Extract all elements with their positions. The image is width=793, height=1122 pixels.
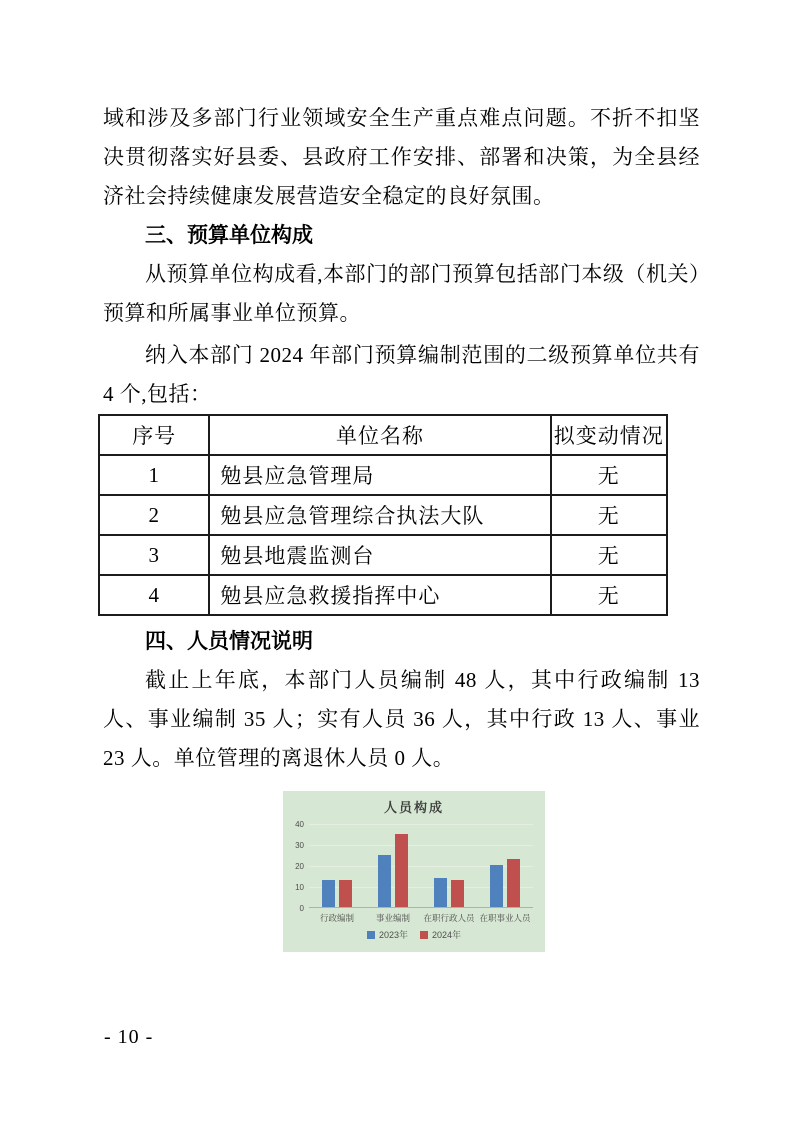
gridline bbox=[309, 845, 533, 846]
section4-paragraph-1: 截止上年底，本部门人员编制 48 人，其中行政编制 13 人、事业编制 35 人；实有人员 36 人，其中行政 13 人、事业 23 人。单位管理的离退休人员 0 人。 bbox=[103, 668, 700, 770]
legend-item-0 bbox=[367, 928, 408, 941]
cell-unit-name: 勉县应急管理局 bbox=[209, 455, 550, 495]
cell-seq: 2 bbox=[99, 495, 209, 535]
cell-unit-name: 勉县地震监测台 bbox=[209, 535, 550, 575]
y-tick-label: 0 bbox=[299, 904, 304, 913]
table-row bbox=[99, 455, 667, 495]
x-category-label: 在职行政人员 bbox=[423, 913, 475, 923]
x-category-label: 事业编制 bbox=[375, 913, 410, 923]
bar-s1-c3 bbox=[507, 859, 520, 907]
header-unit-name: 单位名称 bbox=[209, 415, 550, 455]
budget-units-table bbox=[98, 414, 668, 616]
page-number: - 10 - bbox=[104, 1026, 154, 1048]
gridline bbox=[309, 824, 533, 825]
intro-paragraph: 域和涉及多部门行业领域安全生产重点难点问题。不折不扣坚决贯彻落实好县委、县政府工作安排、部署和决策，为全县经济社会持续健康发展营造安全稳定的良好氛围。 bbox=[103, 106, 700, 208]
table-row bbox=[99, 575, 667, 615]
y-tick-label: 20 bbox=[295, 862, 304, 871]
cell-seq: 3 bbox=[99, 535, 209, 575]
bar-s0-c2 bbox=[434, 878, 447, 907]
cell-seq: 1 bbox=[99, 455, 209, 495]
chart-legend bbox=[283, 928, 545, 941]
cell-unit-name: 勉县应急管理综合执法大队 bbox=[209, 495, 550, 535]
cell-change: 无 bbox=[551, 455, 667, 495]
table-row bbox=[99, 535, 667, 575]
legend-label: 2023年 bbox=[378, 930, 408, 940]
bar-s1-c2 bbox=[451, 880, 464, 907]
chart-title: 人员构成 bbox=[383, 800, 444, 815]
cell-unit-name: 勉县应急救援指挥中心 bbox=[209, 575, 550, 615]
cell-change: 无 bbox=[551, 535, 667, 575]
header-seq: 序号 bbox=[99, 415, 209, 455]
table-header-row bbox=[99, 415, 667, 455]
legend-label: 2024年 bbox=[432, 930, 462, 940]
y-tick-label: 10 bbox=[295, 883, 304, 892]
x-category-label: 行政编制 bbox=[319, 913, 354, 923]
y-tick-label: 30 bbox=[295, 841, 304, 850]
bar-s0-c1 bbox=[378, 855, 391, 908]
section3-paragraph-2: 纳入本部门 2024 年部门预算编制范围的二级预算单位共有 4 个,包括： bbox=[103, 343, 700, 406]
header-change: 拟变动情况 bbox=[551, 415, 667, 455]
personnel-composition-chart bbox=[283, 791, 545, 952]
cell-seq: 4 bbox=[99, 575, 209, 615]
x-axis-line bbox=[309, 907, 533, 908]
legend-swatch-icon bbox=[367, 931, 375, 939]
section3-heading: 三、预算单位构成 bbox=[145, 224, 313, 247]
table-row bbox=[99, 495, 667, 535]
bar-s0-c3 bbox=[490, 865, 503, 907]
bar-s0-c0 bbox=[322, 880, 335, 907]
cell-change: 无 bbox=[551, 575, 667, 615]
bar-s1-c0 bbox=[339, 880, 352, 907]
y-tick-label: 40 bbox=[295, 820, 304, 829]
cell-change: 无 bbox=[551, 495, 667, 535]
legend-item-1 bbox=[420, 928, 461, 941]
bar-s1-c1 bbox=[395, 834, 408, 908]
section4-heading: 四、人员情况说明 bbox=[145, 630, 313, 653]
section3-paragraph-1: 从预算单位构成看,本部门的部门预算包括部门本级（机关）预算和所属事业单位预算。 bbox=[103, 262, 700, 325]
x-category-label: 在职事业人员 bbox=[479, 913, 531, 923]
plot-area bbox=[309, 824, 533, 908]
legend-swatch-icon bbox=[420, 931, 428, 939]
